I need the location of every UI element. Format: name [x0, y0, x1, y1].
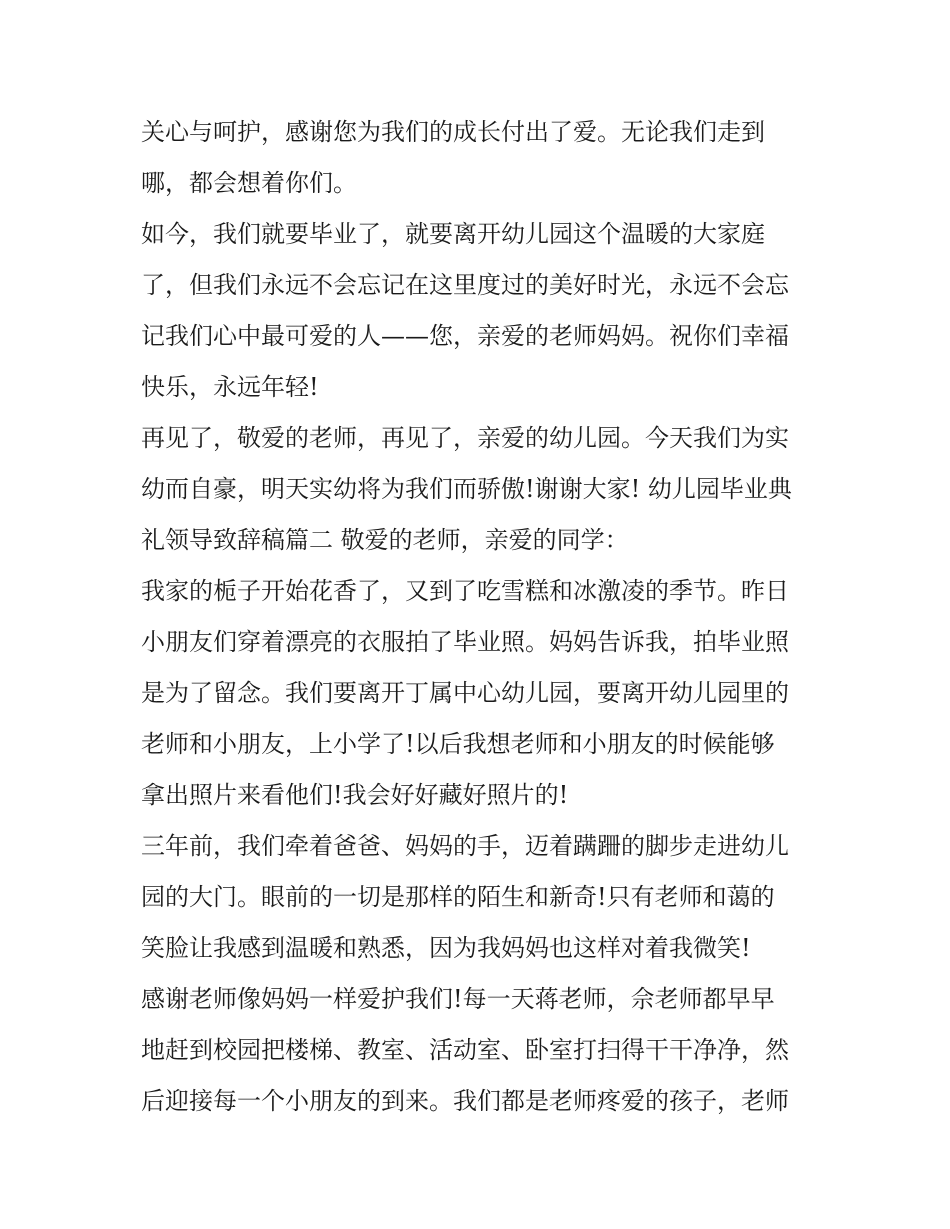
- text-line: 笑脸让我感到温暖和熟悉，因为我妈妈也这样对着我微笑!: [141, 934, 751, 962]
- text-line: 我家的栀子开始花香了，又到了吃雪糕和冰激凌的季节。昨日: [141, 577, 789, 605]
- text-line: 感谢老师像妈妈一样爱护我们!每一天蒋老师，佘老师都早早: [141, 985, 775, 1013]
- text-line: 拿出照片来看他们!我会好好藏好照片的!: [141, 781, 569, 809]
- text-line: 小朋友们穿着漂亮的衣服拍了毕业照。妈妈告诉我，拍毕业照: [141, 628, 789, 656]
- text-line: 再见了，敬爱的老师，再见了，亲爱的幼儿园。今天我们为实: [141, 424, 789, 452]
- text-line: 幼而自豪，明天实幼将为我们而骄傲!谢谢大家! 幼儿园毕业典: [141, 475, 792, 503]
- text-line: 关心与呵护，感谢您为我们的成长付出了爱。无论我们走到: [141, 118, 765, 146]
- text-line: 三年前，我们牵着爸爸、妈妈的手，迈着蹒跚的脚步走进幼儿: [141, 832, 789, 860]
- text-line: 地赶到校园把楼梯、教室、活动室、卧室打扫得干干净净，然: [141, 1036, 789, 1064]
- text-line: 如今，我们就要毕业了，就要离开幼儿园这个温暖的大家庭: [141, 220, 765, 248]
- text-line: 是为了留念。我们要离开丁属中心幼儿园，要离开幼儿园里的: [141, 679, 789, 707]
- body-text: [141, 107, 821, 1127]
- text-line: 记我们心中最可爱的人——您，亲爱的老师妈妈。祝你们幸福: [141, 322, 789, 350]
- text-line: 哪，都会想着你们。: [141, 169, 357, 197]
- text-line: 快乐，永远年轻!: [141, 373, 319, 401]
- text-line: 了，但我们永远不会忘记在这里度过的美好时光，永远不会忘: [141, 271, 789, 299]
- text-line: 老师和小朋友，上小学了!以后我想老师和小朋友的时候能够: [141, 730, 775, 758]
- text-line: 园的大门。眼前的一切是那样的陌生和新奇!只有老师和蔼的: [141, 883, 775, 911]
- text-line: 礼领导致辞稿篇二 敬爱的老师，亲爱的同学：: [141, 526, 629, 554]
- text-line: 后迎接每一个小朋友的到来。我们都是老师疼爱的孩子，老师: [141, 1087, 789, 1115]
